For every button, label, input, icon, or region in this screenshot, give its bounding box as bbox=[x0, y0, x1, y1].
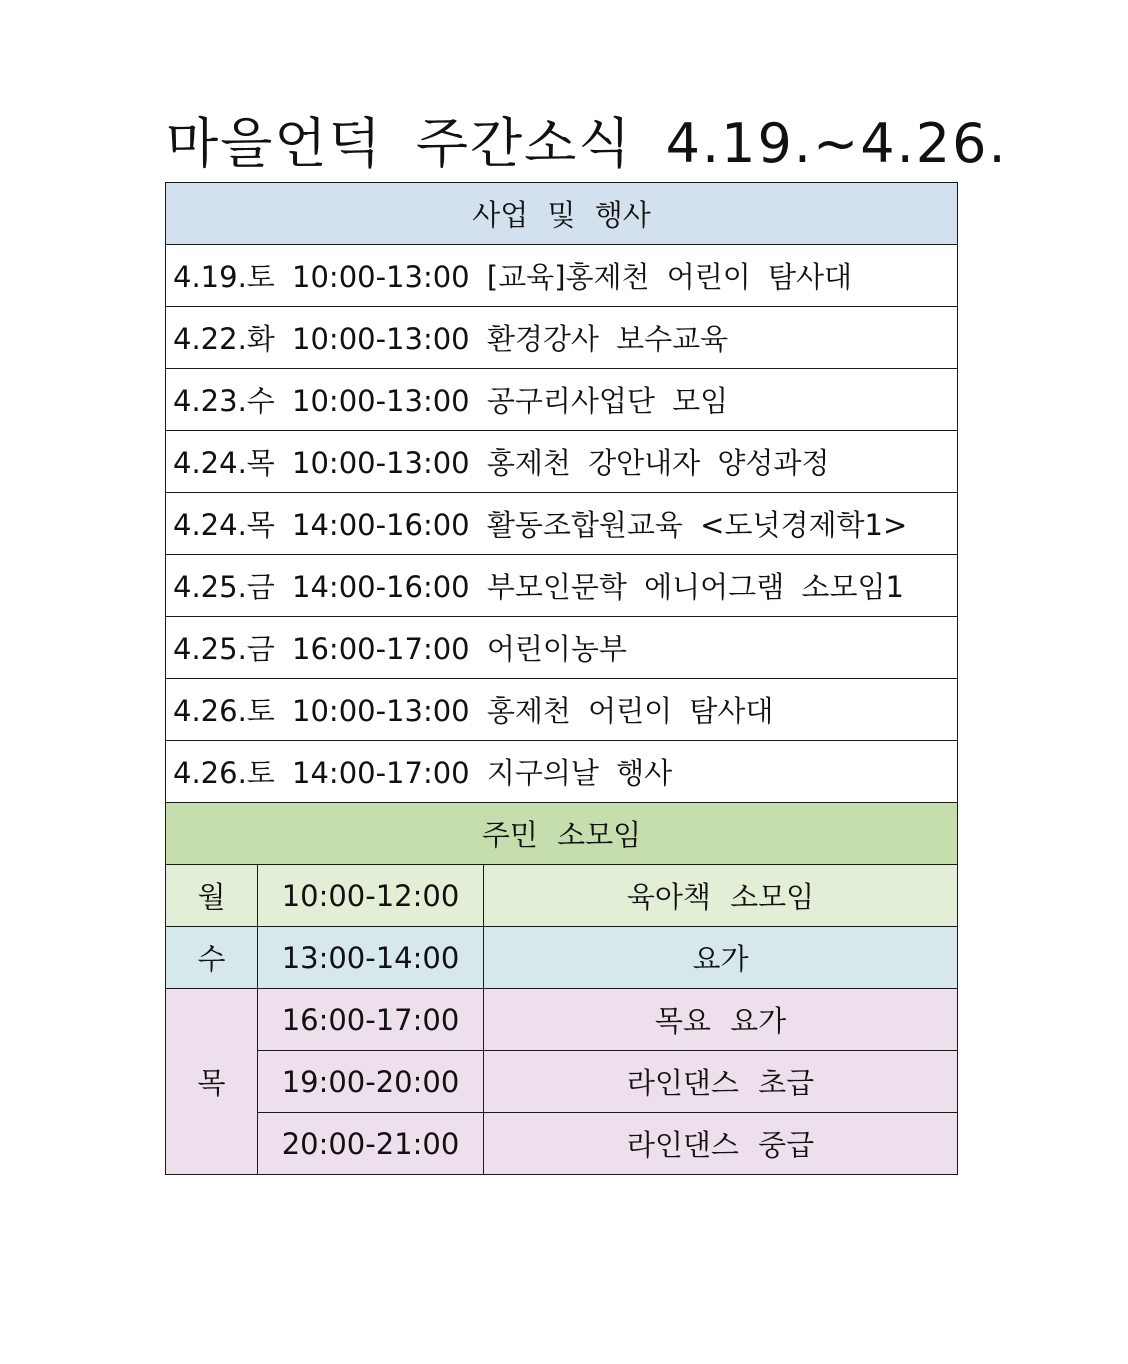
event-row bbox=[166, 307, 958, 369]
group-row-thursday bbox=[166, 1051, 958, 1113]
events-header: 사업 및 행사 bbox=[166, 183, 958, 245]
event-item: 4.24.목 14:00-16:00 활동조합원교육 <도넛경제학1> bbox=[166, 493, 958, 555]
time-cell: 16:00-17:00 bbox=[258, 989, 484, 1051]
group-name-cell: 라인댄스 초급 bbox=[484, 1051, 958, 1113]
group-name-cell: 육아책 소모임 bbox=[484, 865, 958, 927]
time-cell: 13:00-14:00 bbox=[258, 927, 484, 989]
event-row bbox=[166, 617, 958, 679]
time-cell: 10:00-12:00 bbox=[258, 865, 484, 927]
event-item: 4.24.목 10:00-13:00 홍제천 강안내자 양성과정 bbox=[166, 431, 958, 493]
event-item: 4.25.금 16:00-17:00 어린이농부 bbox=[166, 617, 958, 679]
groups-header-row bbox=[166, 803, 958, 865]
group-row-thursday bbox=[166, 989, 958, 1051]
event-item: 4.22.화 10:00-13:00 환경강사 보수교육 bbox=[166, 307, 958, 369]
event-item: 4.26.토 14:00-17:00 지구의날 행사 bbox=[166, 741, 958, 803]
group-row-thursday bbox=[166, 1113, 958, 1175]
groups-header: 주민 소모임 bbox=[166, 803, 958, 865]
time-cell: 19:00-20:00 bbox=[258, 1051, 484, 1113]
group-name-cell: 목요 요가 bbox=[484, 989, 958, 1051]
day-cell: 목 bbox=[166, 989, 258, 1175]
event-item: 4.23.수 10:00-13:00 공구리사업단 모임 bbox=[166, 369, 958, 431]
event-row bbox=[166, 493, 958, 555]
event-row bbox=[166, 431, 958, 493]
day-cell: 수 bbox=[166, 927, 258, 989]
event-row bbox=[166, 741, 958, 803]
group-name-cell: 요가 bbox=[484, 927, 958, 989]
event-item: 4.26.토 10:00-13:00 홍제천 어린이 탐사대 bbox=[166, 679, 958, 741]
event-row bbox=[166, 369, 958, 431]
time-cell: 20:00-21:00 bbox=[258, 1113, 484, 1175]
event-row bbox=[166, 245, 958, 307]
event-item: 4.19.토 10:00-13:00 [교육]홍제천 어린이 탐사대 bbox=[166, 245, 958, 307]
group-row-monday bbox=[166, 865, 958, 927]
group-row-wednesday bbox=[166, 927, 958, 989]
events-header-row bbox=[166, 183, 958, 245]
group-name-cell: 라인댄스 중급 bbox=[484, 1113, 958, 1175]
day-cell: 월 bbox=[166, 865, 258, 927]
event-row bbox=[166, 555, 958, 617]
schedule-table bbox=[165, 182, 958, 1175]
page-title: 마을언덕 주간소식 4.19.~4.26. bbox=[166, 112, 1008, 175]
event-row bbox=[166, 679, 958, 741]
event-item: 4.25.금 14:00-16:00 부모인문학 에니어그램 소모임1 bbox=[166, 555, 958, 617]
